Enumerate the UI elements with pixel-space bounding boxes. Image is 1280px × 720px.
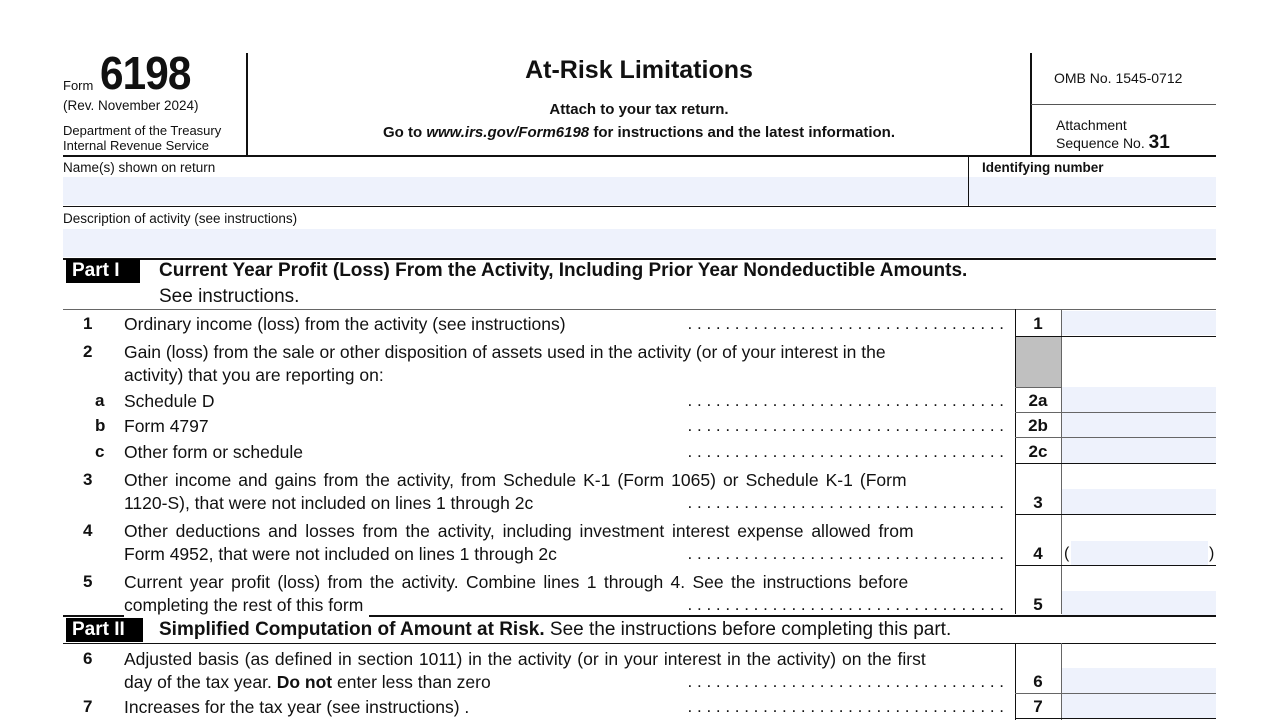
line-4-rule xyxy=(1015,565,1216,566)
line-5-leader: . . . . . . . . . . . . . . . . . . . . . . . . . . . . . . . . . . xyxy=(687,595,1004,614)
form-number: 6198 xyxy=(100,47,191,99)
part2-badge: Part II xyxy=(66,618,143,642)
line-7-box: 7 xyxy=(1033,697,1043,716)
line-1-input[interactable] xyxy=(1062,311,1216,335)
line-2c-box: 2c xyxy=(1028,442,1048,461)
name-input[interactable] xyxy=(63,177,968,205)
line-2a-box: 2a xyxy=(1028,391,1048,410)
line-2a-leader: . . . . . . . . . . . . . . . . . . . . . . . . . . . . . . . . . . xyxy=(687,391,1004,410)
name-field[interactable] xyxy=(63,177,968,205)
line-2c-letter: c xyxy=(95,442,105,461)
line-3-number: 3 xyxy=(83,470,93,489)
attach-instruction: Attach to your tax return. xyxy=(549,101,729,118)
line-7-input[interactable] xyxy=(1062,694,1216,718)
goto-prefix: Go to xyxy=(382,124,427,141)
part1-header-rule xyxy=(63,309,1216,310)
description-label: Description of activity (see instructions) xyxy=(63,211,298,226)
line-7-text: Increases for the tax year (see instructions) . xyxy=(124,695,475,719)
line-2-text-2: activity) that you are reporting on: xyxy=(124,365,384,385)
line-6-text-2 xyxy=(124,670,497,694)
line-6-input[interactable] xyxy=(1062,668,1216,693)
id-field[interactable] xyxy=(969,177,1216,205)
form-revision: (Rev. November 2024) xyxy=(63,98,199,113)
part2-title-suffix: See the instructions before completing this part. xyxy=(544,619,952,640)
line-3-rule xyxy=(1015,514,1216,515)
line-2c-leader: . . . . . . . . . . . . . . . . . . . . . . . . . . . . . . . . . . xyxy=(687,442,1004,461)
line-5-amount[interactable] xyxy=(1062,591,1216,615)
line-2c-text: Other form or schedule xyxy=(124,440,309,464)
line-6-text-2-post: enter less than zero xyxy=(332,672,491,692)
goto-instruction xyxy=(248,124,1030,141)
line-6-leader: . . . . . . . . . . . . . . . . . . . . . . . . . . . . . . . . . . xyxy=(687,672,1004,691)
description-input[interactable] xyxy=(63,229,1216,257)
line-2a-text: Schedule D xyxy=(124,389,220,413)
part2-header-rule xyxy=(63,643,1216,644)
line-4-leader: . . . . . . . . . . . . . . . . . . . . . . . . . . . . . . . . . . xyxy=(687,544,1004,563)
line-2b-text: Form 4797 xyxy=(124,414,215,438)
line-4-text-2: Form 4952, that were not included on lines 1 through 2c xyxy=(124,542,563,566)
description-field[interactable] xyxy=(63,229,1216,257)
line-3-input[interactable] xyxy=(1062,489,1216,514)
line-6-text-2-pre: day of the tax year. xyxy=(124,672,277,692)
irs-link[interactable]: www.irs.gov/Form6198 xyxy=(426,124,590,141)
line-1-amount[interactable] xyxy=(1062,311,1216,335)
part2-title: Simplified Computation of Amount at Risk. xyxy=(159,619,545,640)
line-6-number: 6 xyxy=(83,649,93,668)
department: Department of the Treasury xyxy=(63,123,222,138)
goto-suffix: for instructions and the latest information. xyxy=(589,124,896,141)
line-2-rule xyxy=(1015,387,1062,388)
line-1-leader: . . . . . . . . . . . . . . . . . . . . . . . . . . . . . . . . . . xyxy=(687,314,1004,333)
line-4-text-1: Other deductions and losses from the activity, including investment interest expense allowed from xyxy=(124,521,914,541)
line-2a-amount[interactable] xyxy=(1062,387,1216,412)
line-2-text-1: Gain (loss) from the sale or other disposition of assets used in the activity (or of your interest in the xyxy=(124,342,886,362)
form-title-block xyxy=(248,52,1030,156)
line-5-box: 5 xyxy=(1033,595,1043,614)
id-label: Identifying number xyxy=(982,160,1104,175)
form-header-left xyxy=(63,48,248,158)
line-3-text-2: 1120-S), that were not included on lines 1 through 2c xyxy=(124,491,539,515)
form-label: Form xyxy=(63,78,94,93)
line-2c-input[interactable] xyxy=(1062,438,1216,463)
omb-divider xyxy=(1031,104,1216,105)
service: Internal Revenue Service xyxy=(63,138,209,153)
line-5-text-2: completing the rest of this form xyxy=(124,593,369,617)
line-2b-amount[interactable] xyxy=(1062,413,1216,437)
line-2c-rule xyxy=(1015,463,1216,464)
part2-title-block xyxy=(159,618,951,642)
id-input[interactable] xyxy=(969,177,1216,205)
line-6-text-2-bold: Do not xyxy=(276,672,333,692)
line-1-box: 1 xyxy=(1033,314,1043,333)
line-4-number: 4 xyxy=(83,521,93,540)
line-1-text: Ordinary income (loss) from the activity (see instructions) xyxy=(124,312,572,336)
line-4-input[interactable] xyxy=(1071,541,1208,565)
sequence-number: 31 xyxy=(1148,132,1170,153)
line-2b-leader: . . . . . . . . . . . . . . . . . . . . . . . . . . . . . . . . . . xyxy=(687,416,1004,435)
line-2b-letter: b xyxy=(95,416,106,435)
line-3-leader: . . . . . . . . . . . . . . . . . . . . . . . . . . . . . . . . . . xyxy=(687,493,1004,512)
line-4-box: 4 xyxy=(1033,544,1043,563)
line-7-rule xyxy=(1015,718,1216,719)
line-2a-input[interactable] xyxy=(1062,387,1216,412)
line-7-leader: . . . . . . . . . . . . . . . . . . . . . . . . . . . . . . . . . . xyxy=(687,697,1004,716)
name-bottom-rule xyxy=(63,206,1216,207)
line-3-text-1: Other income and gains from the activity, from Schedule K-1 (Form 1065) or Schedule K-1 (Form xyxy=(124,470,907,490)
line-4-paren-open: ( xyxy=(1064,545,1070,562)
line-2-shaded-box xyxy=(1016,337,1061,387)
line-4-paren-close: ) xyxy=(1209,545,1215,562)
line-2-number: 2 xyxy=(83,342,93,361)
line-6-text-1: Adjusted basis (as defined in section 1011) in the activity (or in your interest in the activity) on the first xyxy=(124,649,926,669)
line-7-number: 7 xyxy=(83,697,93,716)
line-1-number: 1 xyxy=(83,314,93,333)
part1-title: Current Year Profit (Loss) From the Activity, Including Prior Year Nondeductible Amounts. xyxy=(159,260,968,281)
sequence-label: Sequence No. xyxy=(1056,135,1145,151)
sequence-block xyxy=(1056,132,1170,154)
line-4-amount[interactable] xyxy=(1071,541,1208,565)
line-6-amount[interactable] xyxy=(1062,668,1216,693)
name-label: Name(s) shown on return xyxy=(63,160,216,175)
line-2b-box: 2b xyxy=(1028,416,1048,435)
form-title: At-Risk Limitations xyxy=(525,56,753,84)
omb-number: OMB No. 1545-0712 xyxy=(1054,70,1183,86)
header-bottom-rule xyxy=(63,155,1216,157)
line-5-input[interactable] xyxy=(1062,591,1216,615)
line-3-amount[interactable] xyxy=(1062,489,1216,514)
line-6-box: 6 xyxy=(1033,672,1043,691)
line-3-box: 3 xyxy=(1033,493,1043,512)
line-5-text-1: Current year profit (loss) from the activity. Combine lines 1 through 4. See the instructions before xyxy=(124,572,909,592)
line-2a-letter: a xyxy=(95,391,105,410)
attachment-label: Attachment xyxy=(1056,117,1127,133)
line-2c-amount[interactable] xyxy=(1062,438,1216,463)
part1-badge: Part I xyxy=(66,259,140,283)
line-2b-input[interactable] xyxy=(1062,413,1216,437)
line-5-number: 5 xyxy=(83,572,93,591)
line-7-amount[interactable] xyxy=(1062,694,1216,718)
part1-subtitle: See instructions. xyxy=(159,286,300,307)
